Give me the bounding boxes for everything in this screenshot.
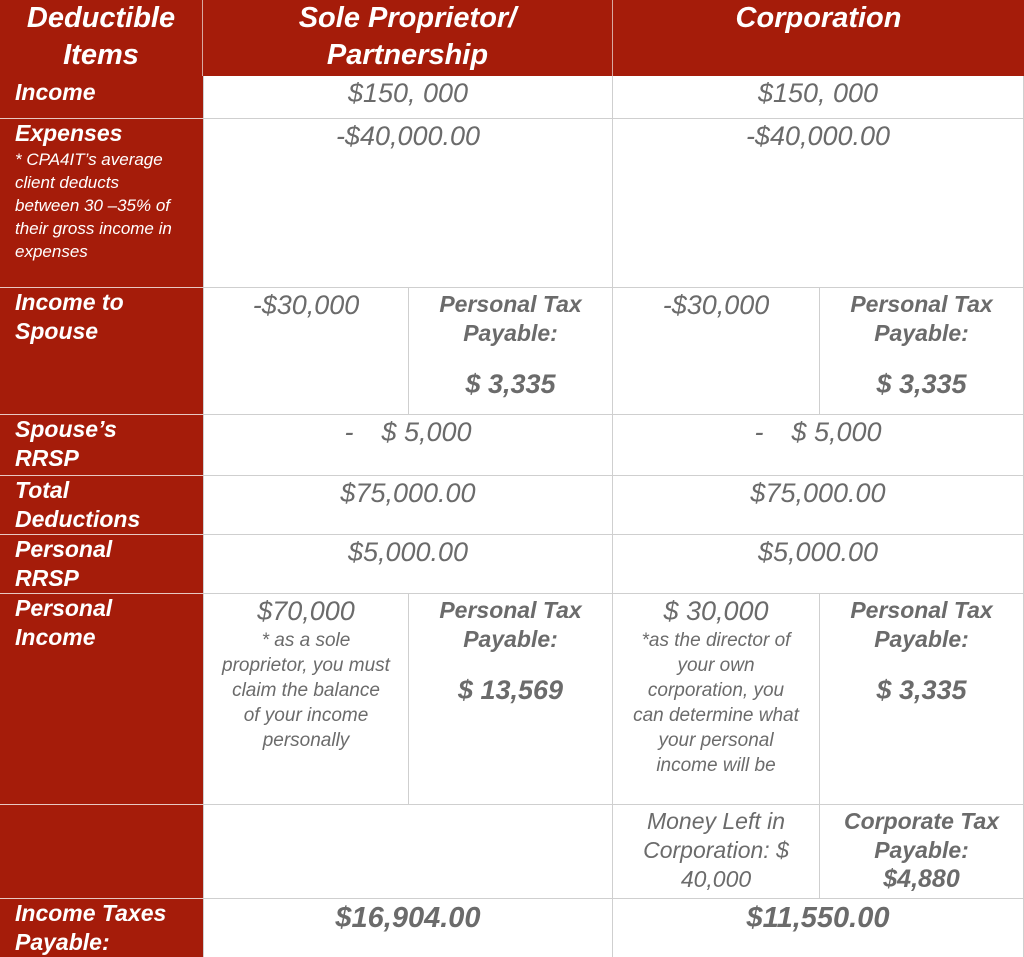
label-income-taxes-payable: Income Taxes Payable: [0,899,203,957]
sole-spouse-rrsp-sign: - [344,417,354,447]
sole-spouse-tax-label: Personal Tax Payable: [439,291,582,346]
sole-spouse-rrsp-amount: $ 5,000 [381,417,472,447]
sole-spouse-tax-amount: $ 3,335 [465,369,556,399]
label-total-deductions: Total Deductions [0,476,203,534]
sole-personal-income-value: $70,000 [257,596,355,626]
corp-spouse-tax-cell [820,288,1024,415]
sole-income-value: $150, 000 [203,76,613,119]
corp-spouse-income-value: -$30,000 [613,288,820,415]
corp-total-deductions-value: $75,000.00 [613,476,1024,535]
corp-spouse-tax-amount: $ 3,335 [876,369,967,399]
corp-personal-income-cell [613,594,820,805]
corp-spouse-tax-label: Personal Tax Payable: [850,291,993,346]
corp-income-taxes-value: $11,550.00 [613,899,1024,957]
corp-spouse-rrsp-value [613,415,1024,476]
sole-personal-income-cell [203,594,409,805]
label-expenses-title: Expenses [15,120,123,146]
corp-personal-tax-cell [820,594,1024,805]
corp-spouse-rrsp-amount: $ 5,000 [791,417,882,447]
corp-spouse-rrsp-sign: - [754,417,764,447]
sole-income-taxes-value: $16,904.00 [203,899,613,957]
header-corporation: Corporation [613,0,1024,76]
sole-personal-income-note: * as a sole proprietor, you must claim the balance of your income personally [222,630,390,751]
corp-personal-rrsp-value: $5,000.00 [613,535,1024,594]
corp-personal-income-note: *as the director of your own corporation, you can determine what your personal income will be [633,630,799,776]
label-expenses [0,119,203,287]
corp-corporate-tax-cell [820,805,1024,899]
sole-spouse-tax-cell [409,288,613,415]
corp-personal-tax-amount: $ 3,335 [876,675,967,705]
header-deductible-items: Deductible Items [0,0,203,76]
label-personal-rrsp: Personal RRSP [0,535,203,593]
corp-income-value: $150, 000 [613,76,1024,119]
corp-corporate-tax-label: Corporate Tax Payable: [843,808,1000,863]
header-sole-proprietor: Sole Proprietor/ Partnership [203,0,613,76]
sole-expenses-value: -$40,000.00 [203,119,613,288]
label-income: Income [0,78,203,118]
label-personal-income: Personal Income [0,594,203,804]
corp-corporate-tax-amount: $4,880 [883,865,960,893]
corp-personal-tax-label: Personal Tax Payable: [850,597,993,652]
label-expenses-note: * CPA4IT’s average client deducts between 30 –35% of their gross income in expenses [15,150,172,261]
corp-expenses-value: -$40,000.00 [613,119,1024,288]
sole-personal-tax-label: Personal Tax Payable: [439,597,582,652]
sole-personal-rrsp-value: $5,000.00 [203,535,613,594]
corp-money-left-cell [613,805,820,899]
corp-money-left-text: Money Left in Corporation: $ 40,000 [643,808,789,892]
sole-spouse-income-value: -$30,000 [203,288,409,415]
sole-total-deductions-value: $75,000.00 [203,476,613,535]
sole-personal-tax-amount: $ 13,569 [457,675,564,705]
label-income-to-spouse: Income to Spouse [0,288,203,414]
sole-spouse-rrsp-value [203,415,613,476]
sole-personal-tax-cell [409,594,613,805]
label-spouse-rrsp: Spouse’s RRSP [0,415,203,475]
corp-personal-income-value: $ 30,000 [663,596,769,626]
sole-empty-cell [203,805,613,899]
